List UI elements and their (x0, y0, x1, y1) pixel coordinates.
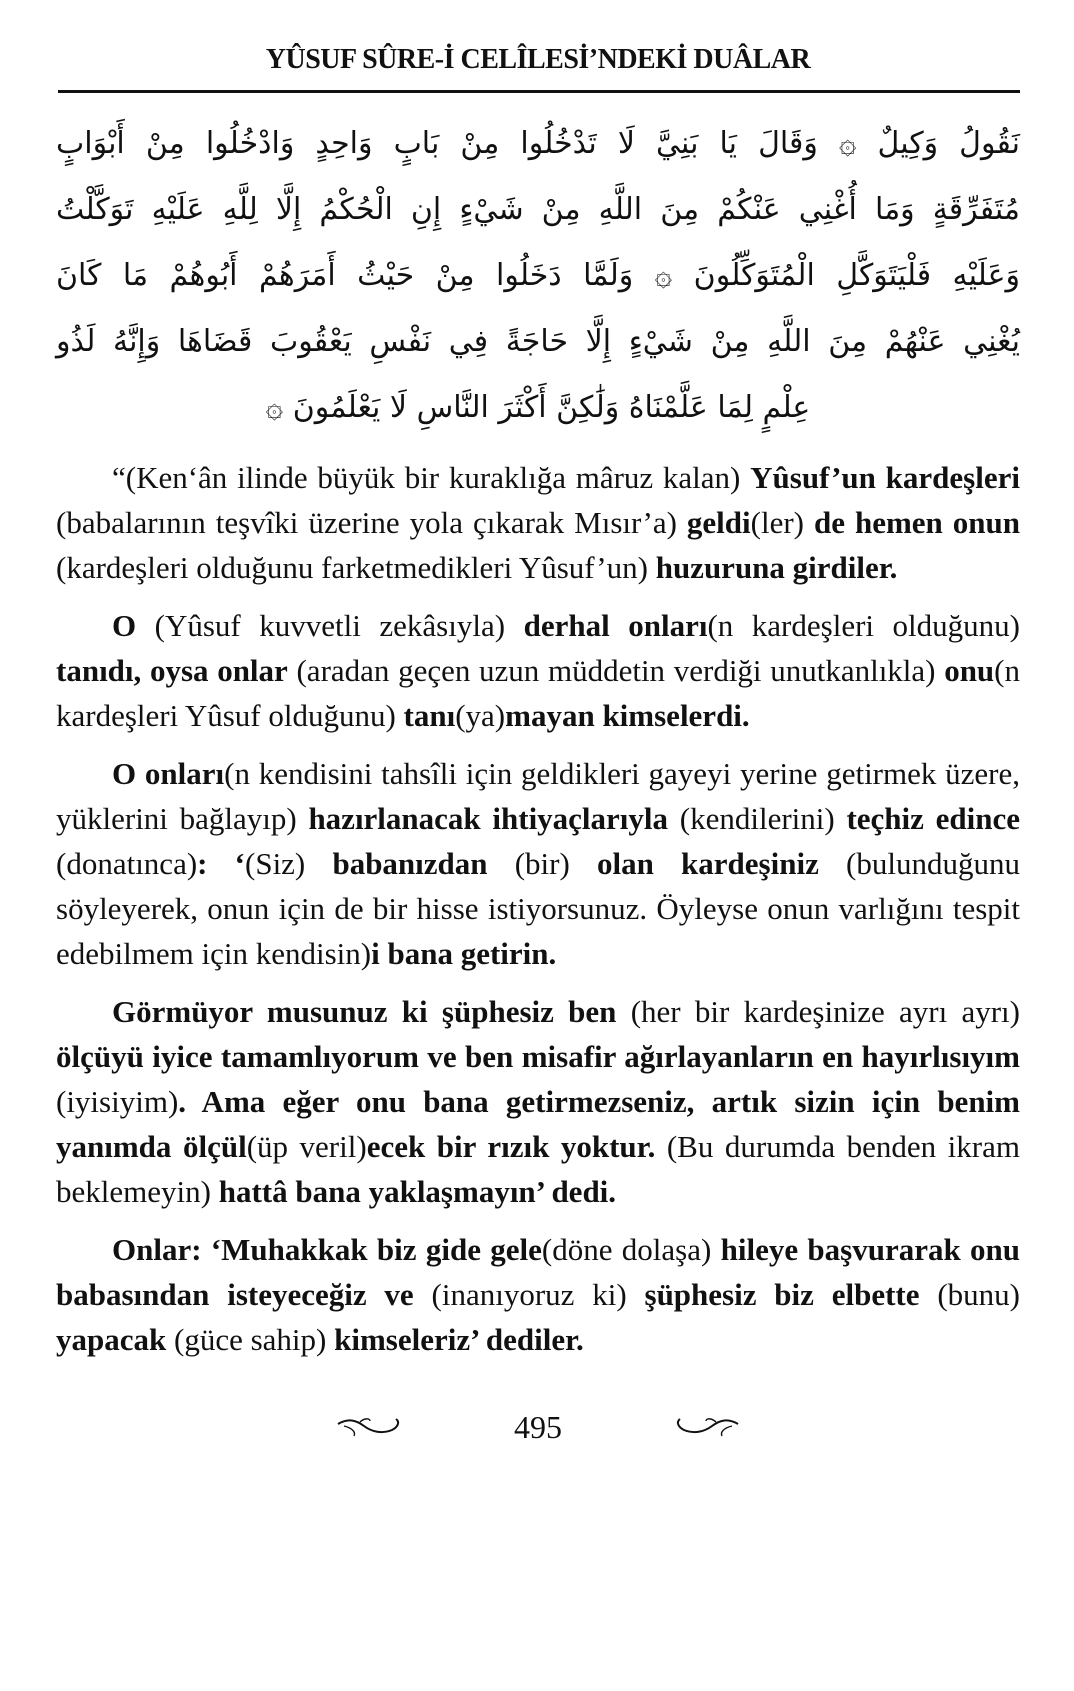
bold-translation-segment: babanızdan (332, 846, 488, 881)
bold-translation-segment: tanı (403, 698, 456, 733)
bold-translation-segment: şüphesiz biz elbette (644, 1277, 920, 1312)
explanation-segment: (bir) (487, 846, 597, 881)
bold-translation-segment: olan kardeşiniz (597, 846, 819, 881)
explanation-segment: (her bir kardeşinize ayrı ayrı) (616, 994, 1020, 1029)
paragraph (56, 1227, 1020, 1362)
bold-translation-segment: O onları (112, 756, 225, 791)
right-flourish-ornament-icon (672, 1414, 742, 1440)
bold-translation-segment: hileye başvurarak onu babasından isteyeceğiz ve (56, 1232, 1020, 1312)
explanation-segment: (bulunduğunu söyleyerek, onun için de bir hisse istiyorsunuz. Öyleyse onun varlığını tespit edebilmem için kendisin) (56, 846, 1020, 971)
bold-translation-segment: tanıdı, oysa onlar (56, 653, 288, 688)
arabic-line: مُتَفَرِّقَةٍ وَمَا أُغْنِي عَنْكُمْ مِنَ اللَّهِ مِنْ شَيْءٍ إِنِ الْحُكْمُ إِلَّا لِلَّهِ عَلَيْهِ تَوَكَّلْتُ (56, 192, 1020, 227)
bold-translation-segment: O (112, 608, 137, 643)
header-rule (58, 90, 1020, 93)
arabic-line: وَعَلَيْهِ فَلْيَتَوَكَّلِ الْمُتَوَكِّلُونَ ۞ وَلَمَّا دَخَلُوا مِنْ حَيْثُ أَمَرَهُمْ أَبُوهُمْ مَا كَانَ (56, 258, 1020, 293)
bold-translation-segment: Onlar: ‘Muhakkak biz gide gele (112, 1232, 542, 1267)
arabic-verse-block (56, 111, 1020, 441)
explanation-segment: (inanıyoruz ki) (413, 1277, 645, 1312)
explanation-segment: (aradan geçen uzun müddetin verdiği unutkanlıkla) (287, 653, 945, 688)
bold-translation-segment: kimseleriz’ dediler. (334, 1322, 584, 1357)
explanation-segment: (n kendisini tahsîli için geldikleri gayeyi yerine getirmek üzere, yüklerini bağlayıp) (56, 756, 1021, 836)
bold-translation-segment: teçhiz edince (846, 801, 1020, 836)
explanation-segment: (ya) (455, 698, 506, 733)
bold-translation-segment: ecek bir rızık yoktur. (366, 1129, 656, 1164)
explanation-segment: (Bu durumda benden ikram beklemeyin) (56, 1129, 1020, 1209)
left-flourish-ornament-icon (334, 1414, 404, 1440)
explanation-segment: (bunu) (919, 1277, 1020, 1312)
paragraph (56, 751, 1020, 976)
bold-translation-segment: onu (944, 653, 995, 688)
bold-translation-segment: mayan kimselerdi. (505, 698, 750, 733)
page-footer (56, 1402, 1020, 1452)
explanation-segment: “(Ken‘ân ilinde büyük bir kuraklığa mâruz kalan) (112, 460, 751, 495)
bold-translation-segment: Yûsuf’un kardeşleri (750, 460, 1020, 495)
arabic-line: عِلْمٍ لِمَا عَلَّمْنَاهُ وَلَٰكِنَّ أَكْثَرَ النَّاسِ لَا يَعْلَمُونَ ۞ (265, 390, 811, 425)
explanation-segment: (döne dolaşa) (541, 1232, 721, 1267)
explanation-segment: (iyisiyim) (56, 1084, 179, 1119)
translation-body (56, 455, 1020, 1362)
bold-translation-segment: hazırlanacak ihtiyaçlarıyla (308, 801, 669, 836)
explanation-segment: (üp veril) (246, 1129, 367, 1164)
explanation-segment: (kendilerini) (668, 801, 847, 836)
bold-translation-segment: ölçüyü iyice tamamlıyorum ve ben misafir ağırlayanların en hayırlısıyım (56, 1039, 1020, 1074)
explanation-segment: (n kardeşleri Yûsuf olduğunu) (56, 653, 1020, 733)
paragraph (56, 455, 1020, 590)
bold-translation-segment: de hemen onun (813, 505, 1021, 540)
bold-translation-segment: huzuruna girdiler. (655, 550, 898, 585)
bold-translation-segment: geldi (686, 505, 751, 540)
arabic-line: نَقُولُ وَكِيلٌ ۞ وَقَالَ يَا بَنِيَّ لَا تَدْخُلُوا مِنْ بَابٍ وَاحِدٍ وَادْخُلُوا مِنْ أَبْوَابٍ (56, 126, 1020, 161)
paragraph (56, 989, 1020, 1214)
explanation-segment: (Yûsuf kuvvetli zekâsıyla) (136, 608, 524, 643)
explanation-segment: (güce sahip) (166, 1322, 335, 1357)
bold-translation-segment: derhal onları (523, 608, 708, 643)
bold-translation-segment: . Ama eğer onu bana getirmezseniz, artık sizin için benim yanımda ölçül (56, 1084, 1020, 1164)
bold-translation-segment: hattâ bana yaklaşmayın’ dedi. (218, 1174, 617, 1209)
arabic-line: يُغْنِي عَنْهُمْ مِنَ اللَّهِ مِنْ شَيْءٍ إِلَّا حَاجَةً فِي نَفْسِ يَعْقُوبَ قَضَاهَا وَإِنَّهُ لَذُو (56, 324, 1020, 359)
explanation-segment: (donatınca) (56, 846, 198, 881)
page-number: 495 (514, 1408, 562, 1445)
paragraph (56, 603, 1020, 738)
bold-translation-segment: Görmüyor musunuz ki şüphesiz ben (112, 994, 617, 1029)
running-header-title: YÛSUF SÛRE-İ CELÎLESİ’NDEKİ DUÂLAR (265, 44, 811, 75)
explanation-segment: (babalarının teşvîki üzerine yola çıkarak Mısır’a) (56, 505, 687, 540)
explanation-segment: (n kardeşleri olduğunu) (707, 608, 1020, 643)
bold-translation-segment: : ‘ (197, 846, 245, 881)
explanation-segment: (ler) (750, 505, 814, 540)
explanation-segment: (kardeşleri olduğunu farketmedikleri Yûsuf’un) (56, 550, 656, 585)
bold-translation-segment: yapacak (56, 1322, 167, 1357)
explanation-segment: (Siz) (245, 846, 333, 881)
bold-translation-segment: i bana getirin. (371, 936, 557, 971)
